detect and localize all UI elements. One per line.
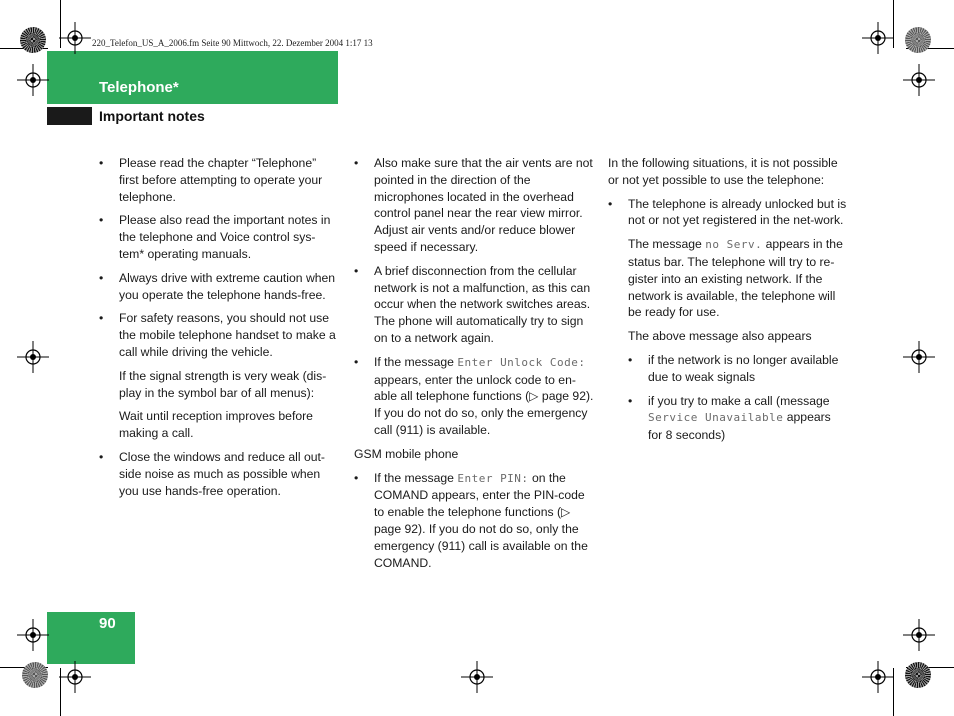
registration-mark-icon (59, 661, 91, 693)
subheading: GSM mobile phone (354, 446, 459, 461)
page-number-box (47, 612, 135, 664)
list-item: • Please read the chapter “Telephone” first before attempting to operate your telephone. (99, 155, 337, 205)
list-item: • Please also read the important notes in the telephone and Voice control sys-tem* operating manuals. (99, 212, 337, 262)
paragraph: Wait until reception improves before making a call. (119, 409, 313, 441)
text: If the message (374, 354, 458, 369)
text: if you try to make a call (message (648, 393, 830, 408)
text: on the COMAND appears, enter the PIN-code to enable the telephone functions (▷ page 92). If you do not do so, only the emergency (911) call is available on the COMAND. (374, 470, 588, 570)
registration-mark-icon (903, 619, 935, 651)
subsection-title: Important notes (99, 108, 205, 124)
print-file-header: 220_Telefon_US_A_2006.fm Seite 90 Mittwoch, 22. Dezember 2004 1:17 13 (92, 38, 373, 48)
registration-mark-icon (903, 341, 935, 373)
paragraph: If the signal strength is very weak (dis-play in the symbol bar of all menus): (119, 368, 327, 400)
column-3 (608, 155, 848, 451)
registration-mark-icon (461, 661, 493, 693)
registration-mark-icon (17, 619, 49, 651)
sub-list-item: • if the network is no longer available due to weak signals (608, 352, 848, 386)
sub-list-item (608, 393, 848, 444)
display-message: Enter PIN: (457, 471, 529, 485)
display-message: Service Unavailable (648, 411, 784, 425)
star-target-icon (905, 27, 931, 53)
column-2 (354, 155, 594, 578)
paragraph: The above message also appears (628, 329, 812, 344)
list-item: • A brief disconnection from the cellular network is not a malfunction, as this can occur when the network switches areas. The phone will automatically try to sign on to a network again. (354, 263, 594, 347)
star-target-icon (20, 27, 46, 53)
list-item: • Always drive with extreme caution when you operate the telephone hands-free. (99, 270, 337, 304)
star-target-icon (22, 662, 48, 688)
list-item (354, 470, 594, 572)
star-target-icon (905, 662, 931, 688)
list-item: • Close the windows and reduce all out-side noise as much as possible when you use hands-free operation. (99, 449, 337, 499)
text: appears for 8 seconds) (648, 410, 831, 443)
text: appears in the status bar. The telephone will try to re-gister into an existing network. If the network is available, the telephone will be ready for use. (628, 237, 843, 320)
registration-mark-icon (59, 22, 91, 54)
registration-mark-icon (903, 64, 935, 96)
text: appears, enter the unlock code to en-able all telephone functions (▷ page 92). If you do not do so, only the emergency call (911) is available. (374, 372, 594, 437)
subsection-marker (47, 107, 92, 125)
text: If the message (374, 470, 458, 485)
list-item: • Also make sure that the air vents are not pointed in the direction of the microphones located in the overhead control panel near the rear view mirror. Adjust air vents and/or reduce blower speed if necessary. (354, 155, 594, 256)
list-item: • The telephone is already unlocked but is not or not yet registered in the net-work. (608, 196, 848, 230)
list-item: • For safety reasons, you should not use the mobile telephone handset to make a call while driving the vehicle. (99, 310, 337, 360)
registration-mark-icon (862, 22, 894, 54)
paragraph (608, 236, 848, 321)
section-title: Telephone* (99, 79, 179, 96)
list-item (354, 354, 594, 439)
registration-mark-icon (17, 341, 49, 373)
section-header-bar (47, 51, 338, 104)
text: The message (628, 237, 706, 252)
intro-paragraph: In the following situations, it is not possible or not yet possible to use the telephone: (608, 156, 838, 187)
display-message: no Serv. (705, 238, 763, 252)
registration-mark-icon (862, 661, 894, 693)
display-message: Enter Unlock Code: (457, 355, 586, 369)
column-1 (99, 155, 337, 506)
registration-mark-icon (17, 64, 49, 96)
page-number: 90 (99, 615, 116, 632)
